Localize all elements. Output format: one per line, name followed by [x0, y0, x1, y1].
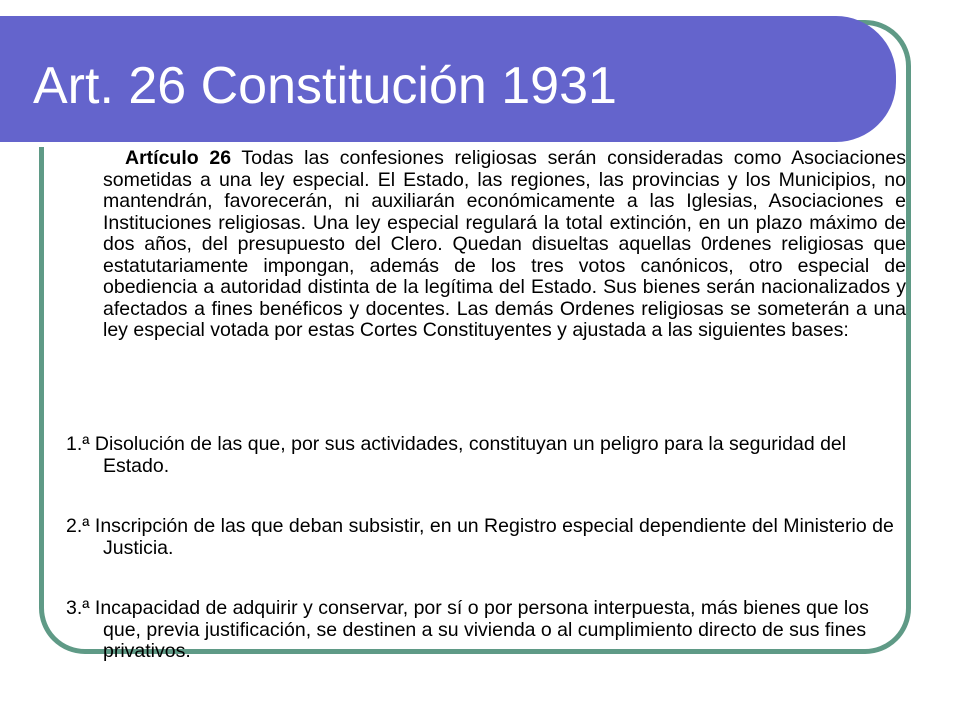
base-item-1: 1.ª Disolución de las que, por sus actividades, constituyan un peligro para la seguridad del Estado.: [66, 433, 847, 477]
article-paragraph: [103, 148, 906, 342]
slide-title: Art. 26 Constitución 1931: [33, 57, 617, 115]
base-item-2: 2.ª Inscripción de las que deban subsistir, en un Registro especial dependiente del Ministerio de Justicia.: [66, 515, 894, 559]
article-heading: Artículo 26: [125, 147, 232, 169]
base-item-3: 3.ª Incapacidad de adquirir y conservar, por sí o por persona interpuesta, más bienes que los que, previa justificación, se destinen a su vivienda o al cumplimiento directo de sus fines privativos.: [66, 597, 869, 662]
article-text: Todas las confesiones religiosas serán consideradas como Asociaciones sometidas a una ley especial. El Estado, las regiones, las provincias y los Municipios, no mantendrán, favorecerán, ni auxiliarán económicamente a las Iglesias, Asociaciones e Instituciones religiosas. Una ley especial regulará la total extinción, en un plazo máximo de dos años, del presupuesto del Clero. Quedan disueltas aquellas 0rdenes religiosas que estatutariamente impongan, además de los tres votos canónicos, otro especial de obediencia a autoridad distinta de la legítima del Estado. Sus bienes serán nacionalizados y afectados a fines benéficos y docentes. Las demás Ordenes religiosas se someterán a una ley especial votada por estas Cortes Constituyentes y ajustada a las siguientes bases:: [103, 147, 906, 341]
